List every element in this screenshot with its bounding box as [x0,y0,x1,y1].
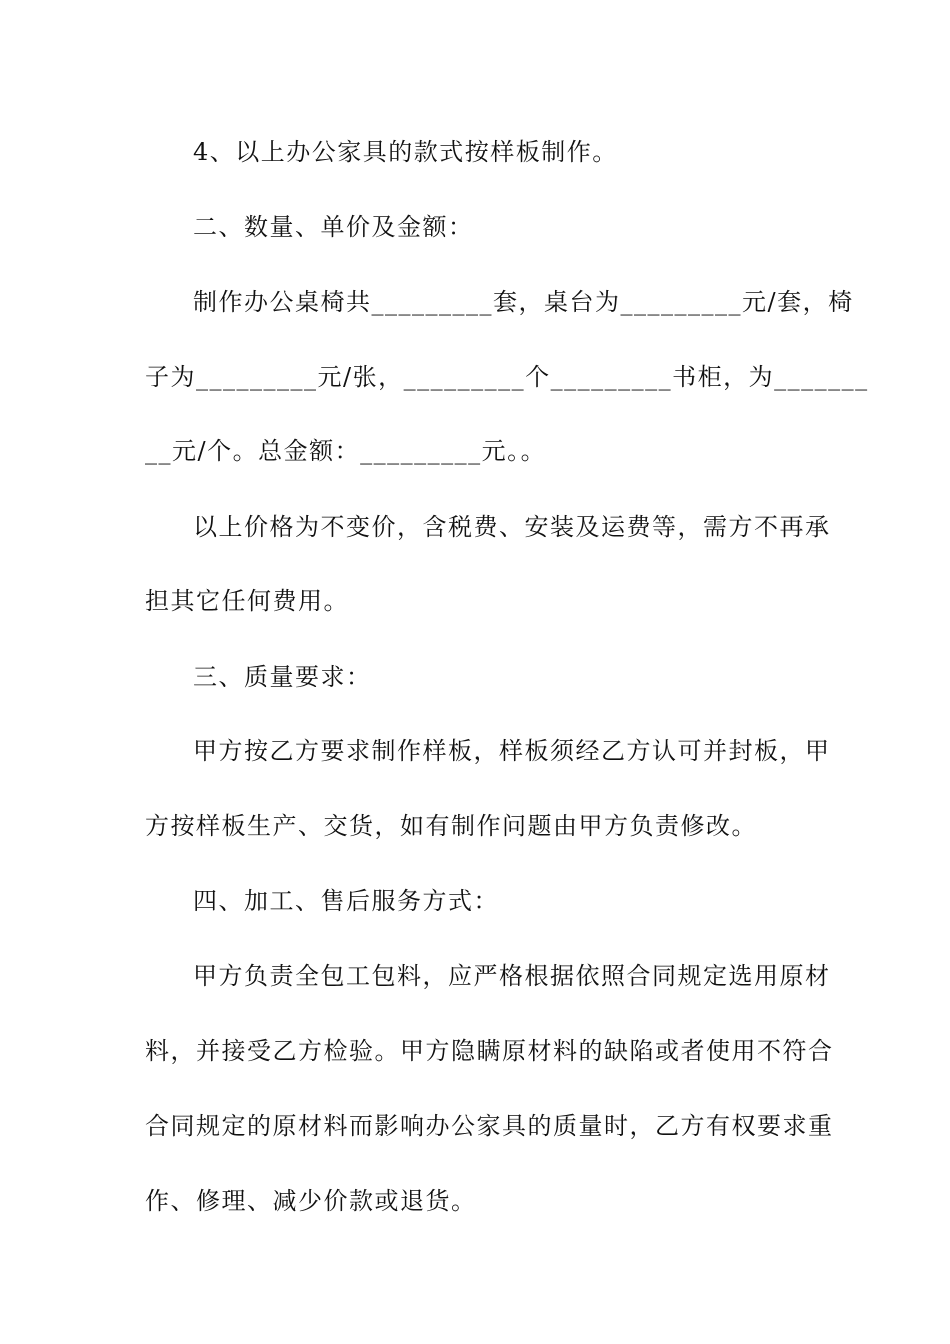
clause-item-4: 4、以上办公家具的款式按样板制作。 [193,138,618,166]
paragraph-line: 子为_________元/张，_________个_________书柜，为_______ [145,363,869,391]
paragraph-line: 甲方负责全包工包料，应严格根据依照合同规定选用原材 [193,962,831,990]
paragraph-line: 制作办公桌椅共_________套，桌台为_________元/套，椅 [193,288,854,316]
paragraph-line: 作、修理、减少价款或退货。 [145,1187,477,1215]
paragraph-line: 方按样板生产、交货，如有制作问题由甲方负责修改。 [145,812,757,840]
paragraph-line: 以上价格为不变价，含税费、安装及运费等，需方不再承 [193,513,831,541]
section-heading-service: 四、加工、售后服务方式： [193,887,499,915]
paragraph-line: 甲方按乙方要求制作样板，样板须经乙方认可并封板，甲 [193,737,831,765]
section-heading-quantity-price: 二、数量、单价及金额： [193,213,474,241]
section-heading-quality: 三、质量要求： [193,663,372,691]
paragraph-line: 合同规定的原材料而影响办公家具的质量时，乙方有权要求重 [145,1112,834,1140]
paragraph-line: 担其它任何费用。 [145,587,349,615]
paragraph-line: 料，并接受乙方检验。甲方隐瞒原材料的缺陷或者使用不符合 [145,1037,834,1065]
paragraph-line: __元/个。总金额：_________元。。 [145,437,547,465]
